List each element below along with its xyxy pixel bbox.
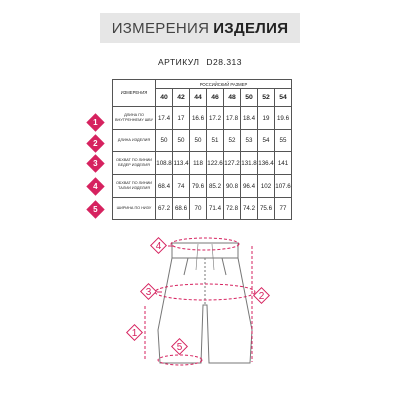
value-cell: 71.4 — [207, 198, 224, 220]
value-cell: 74.2 — [241, 198, 258, 220]
value-cell: 17.2 — [207, 107, 224, 130]
row-badge-number: 2 — [93, 138, 98, 148]
article-label: АРТИКУЛ — [157, 57, 200, 67]
size-cell: 42 — [173, 89, 190, 107]
value-cell: 77 — [275, 198, 292, 220]
row-label: ДЛИНА ИЗДЕЛИЯ — [113, 130, 156, 152]
size-cell: 40 — [156, 89, 173, 107]
row-badge-number: 4 — [93, 181, 98, 191]
marker-3-label: 3 — [145, 287, 152, 298]
value-cell: 96.4 — [241, 175, 258, 198]
value-cell: 52 — [224, 130, 241, 152]
value-cell: 141 — [275, 152, 292, 175]
marker-3 — [141, 284, 157, 300]
value-cell: 74 — [173, 175, 190, 198]
waist-measure — [171, 238, 239, 250]
size-cell: 48 — [224, 89, 241, 107]
value-cell: 55 — [275, 130, 292, 152]
shorts-outline — [155, 241, 252, 363]
title-light: ИЗМЕРЕНИЯ — [111, 19, 210, 37]
value-cell: 50 — [156, 130, 173, 152]
row-label: ШИРИНА ПО НИЗУ — [113, 198, 156, 220]
marker-1-label: 1 — [131, 328, 138, 339]
value-cell: 75.6 — [258, 198, 275, 220]
row-label: ОБХВАТ ПО ЛИНИИ БЕДЕР ИЗДЕЛИЯ — [113, 152, 156, 175]
value-cell: 54 — [258, 130, 275, 152]
value-cell: 108.8 — [156, 152, 173, 175]
marker-2-label: 2 — [258, 291, 265, 302]
marker-4 — [151, 238, 167, 254]
size-cell: 50 — [241, 89, 258, 107]
article-code: D28.313 — [206, 57, 243, 67]
value-cell: 118 — [190, 152, 207, 175]
value-cell: 67.2 — [156, 198, 173, 220]
value-cell: 113.4 — [173, 152, 190, 175]
title-bold: ИЗДЕЛИЯ — [213, 19, 289, 37]
value-cell: 102 — [258, 175, 275, 198]
size-cell: 44 — [190, 89, 207, 107]
value-cell: 79.6 — [190, 175, 207, 198]
size-cell: 46 — [207, 89, 224, 107]
value-cell: 107.6 — [275, 175, 292, 198]
value-cell: 17.8 — [224, 107, 241, 130]
marker-5-label: 5 — [176, 342, 183, 353]
marker-1 — [127, 325, 143, 341]
marker-5 — [172, 339, 188, 355]
corner-label: ИЗМЕРЕНИЯ — [113, 80, 156, 107]
value-cell: 122.6 — [207, 152, 224, 175]
row-badge-number: 1 — [93, 117, 98, 127]
value-cell: 17 — [173, 107, 190, 130]
size-cell: 52 — [258, 89, 275, 107]
value-cell: 85.2 — [207, 175, 224, 198]
value-cell: 127.2 — [224, 152, 241, 175]
value-cell: 51 — [207, 130, 224, 152]
value-cell: 53 — [241, 130, 258, 152]
value-cell: 70 — [190, 198, 207, 220]
row-badge-number: 5 — [93, 204, 98, 214]
size-system-label: РОССИЙСКИЙ РАЗМЕР — [156, 80, 292, 89]
row-badge-number: 3 — [93, 158, 98, 168]
value-cell: 72.8 — [224, 198, 241, 220]
value-cell: 136.4 — [258, 152, 275, 175]
marker-2 — [254, 288, 270, 304]
marker-4-label: 4 — [155, 241, 162, 252]
row-label: ДЛИНА ПО ВНУТРЕННЕМУ ШВУ — [113, 107, 156, 130]
value-cell: 16.6 — [190, 107, 207, 130]
value-cell: 18.4 — [241, 107, 258, 130]
value-cell: 131.8 — [241, 152, 258, 175]
value-cell: 17.4 — [156, 107, 173, 130]
value-cell: 68.4 — [156, 175, 173, 198]
value-cell: 68.6 — [173, 198, 190, 220]
value-cell: 19.6 — [275, 107, 292, 130]
size-cell: 54 — [275, 89, 292, 107]
value-cell: 19 — [258, 107, 275, 130]
value-cell: 50 — [190, 130, 207, 152]
value-cell: 90.8 — [224, 175, 241, 198]
row-label: ОБХВАТ ПО ЛИНИИ ТАЛИИ ИЗДЕЛИЯ — [113, 175, 156, 198]
value-cell: 50 — [173, 130, 190, 152]
